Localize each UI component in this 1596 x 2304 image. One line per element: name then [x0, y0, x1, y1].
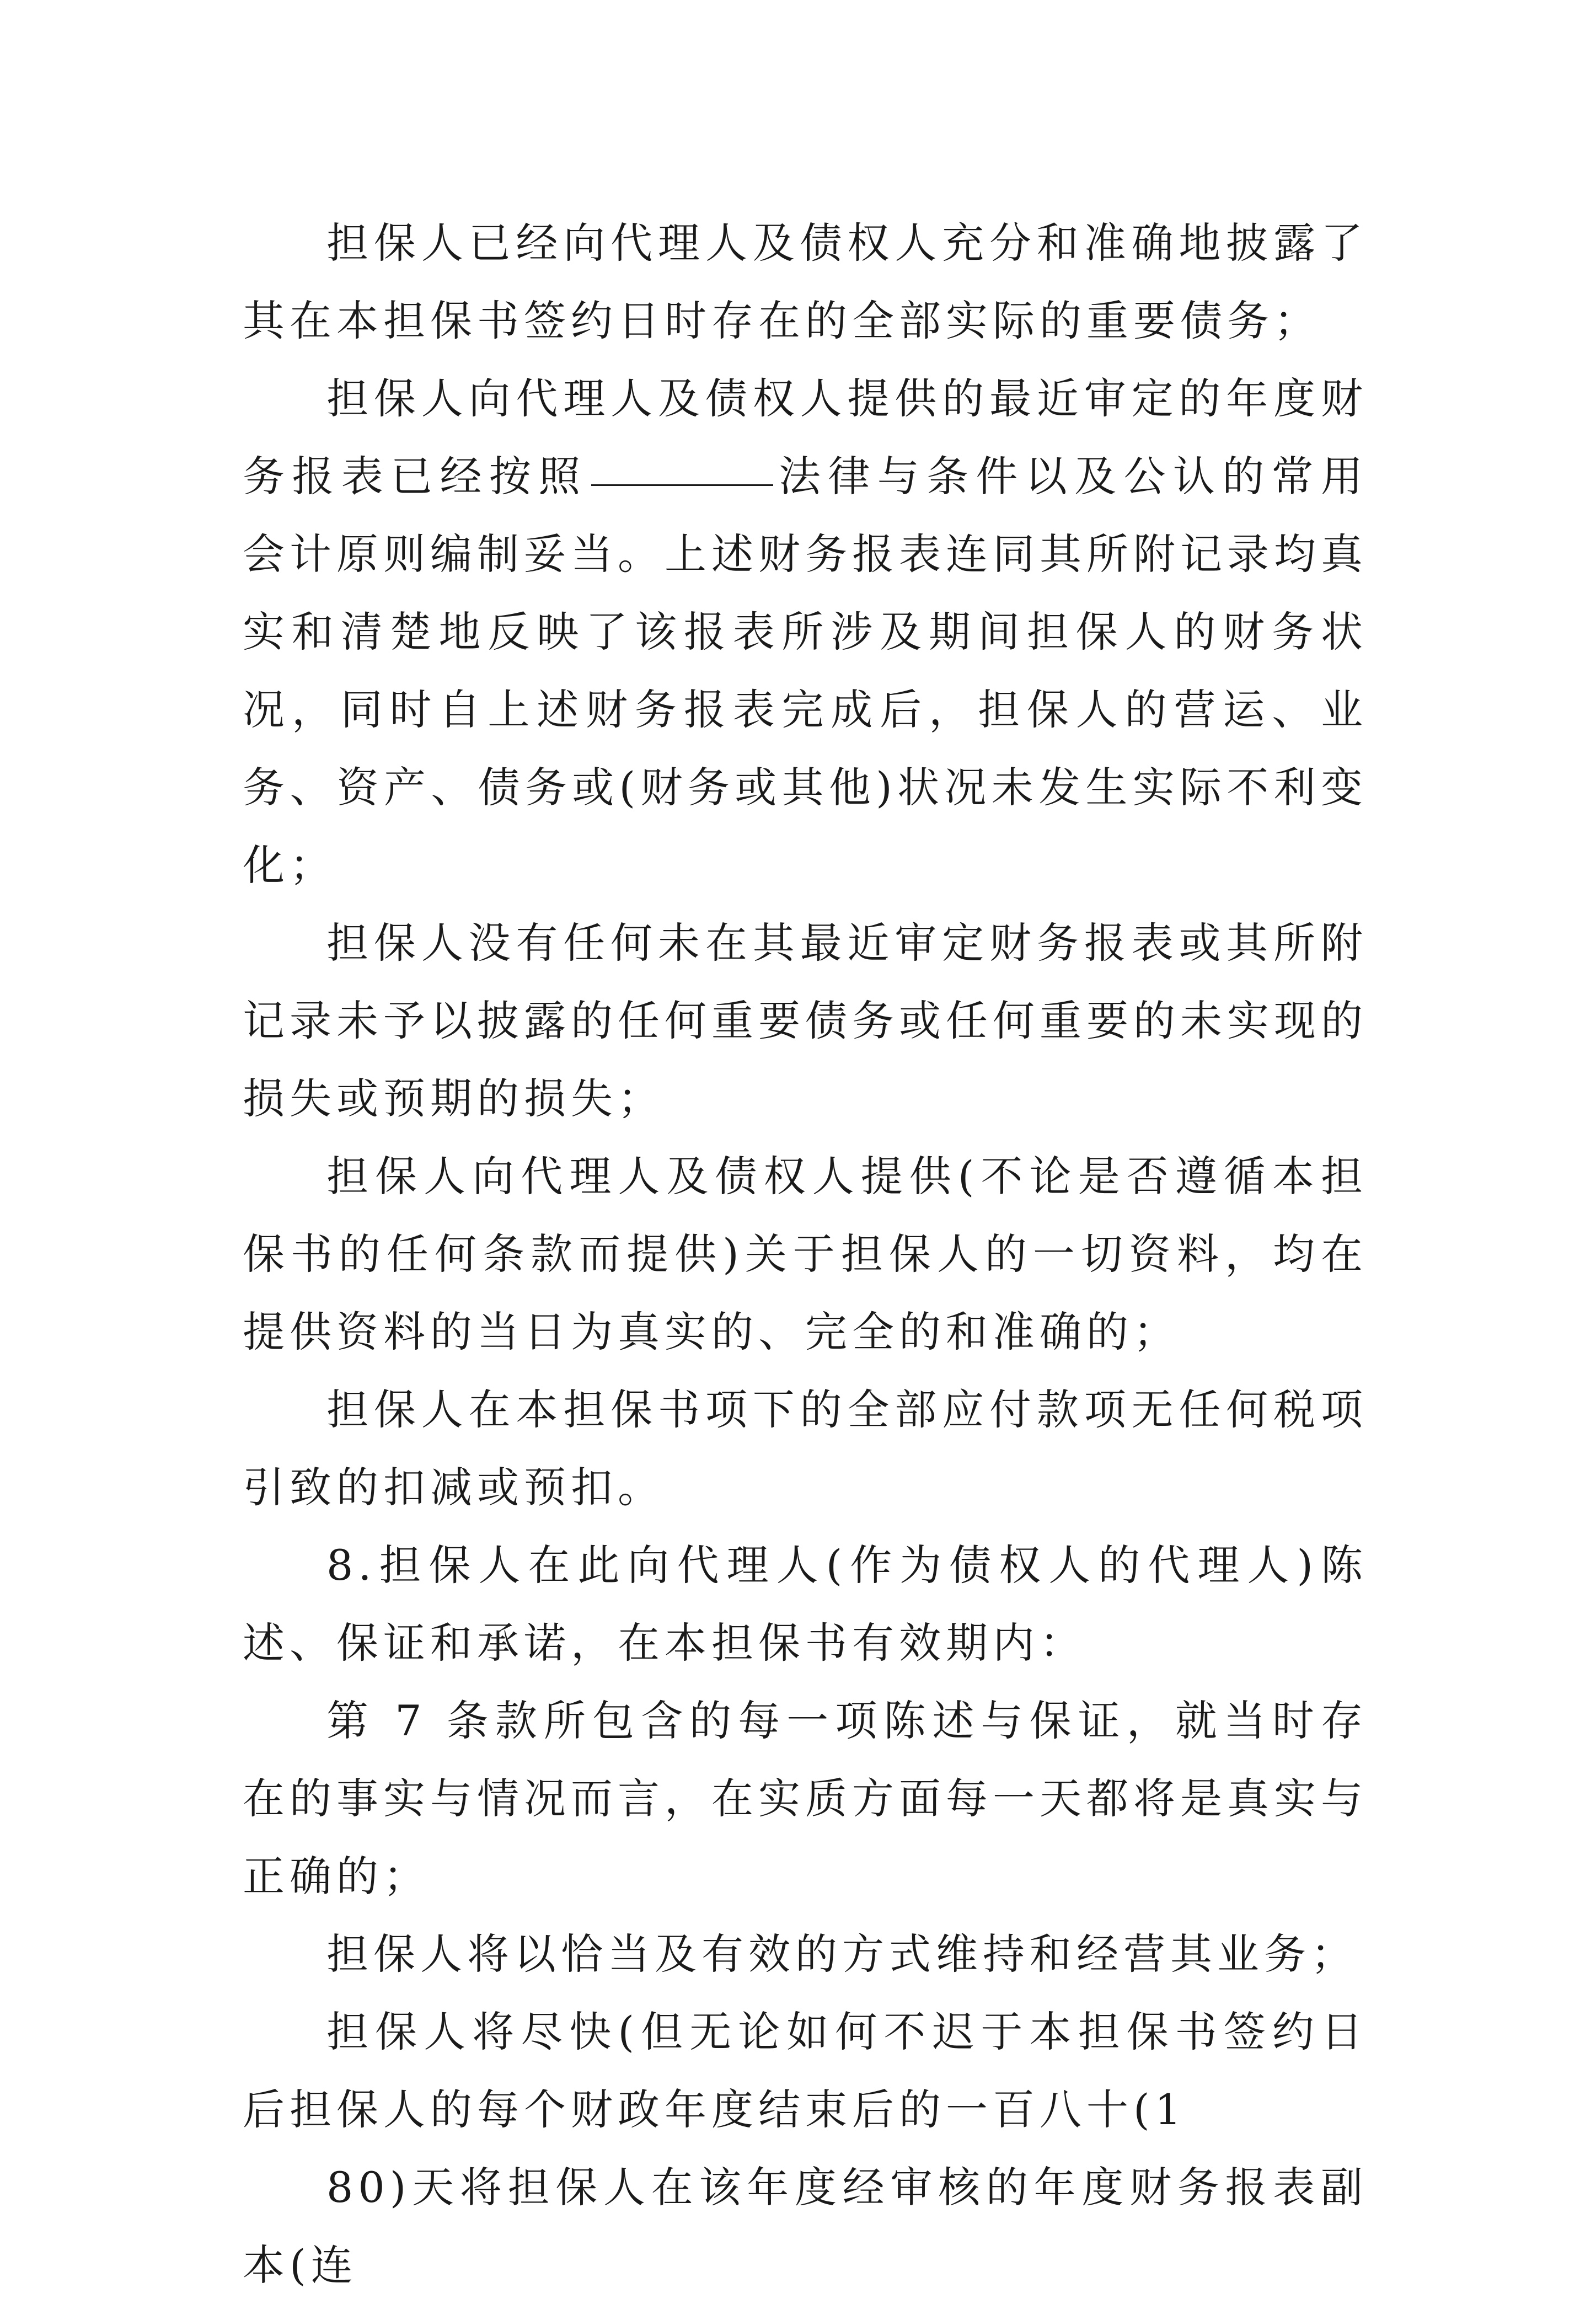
paragraph-text: 担保人向代理人及债权人提供(不论是否遵循本担保书的任何条款而提供)关于担保人的一切资料，均在提供资料的当日为真实的、完全的和准确的； — [243, 1152, 1368, 1356]
paragraph-maintain-business — [243, 1915, 1368, 1993]
paragraph-text: 8.担保人在此向代理人(作为债权人的代理人)陈述、保证和承诺，在本担保书有效期内： — [243, 1541, 1368, 1667]
paragraph-no-tax-deduction — [243, 1371, 1368, 1526]
paragraph-text: 担保人将以恰当及有效的方式维持和经营其业务； — [326, 1929, 1358, 1979]
paragraph-information-accuracy — [243, 1137, 1368, 1371]
paragraph-text: 担保人向代理人及债权人提供的最近审定的年度财务报表已经按照 — [243, 374, 1368, 501]
paragraph-text: 担保人没有任何未在其最近审定财务报表或其所附记录未予以披露的任何重要债务或任何重要的未实现的损失或预期的损失； — [243, 918, 1368, 1123]
paragraph-text: 担保人将尽快(但无论如何不迟于本担保书签约日后担保人的每个财政年度结束后的一百八十(1 — [243, 2007, 1368, 2134]
paragraph-clause-8 — [243, 1526, 1368, 1682]
paragraph-annual-report-copy — [243, 2148, 1368, 2304]
paragraph-disclosure-of-debts — [243, 204, 1368, 360]
paragraph-text: 担保人在本担保书项下的全部应付款项无任何税项引致的扣减或预扣。 — [243, 1385, 1368, 1512]
fill-in-blank — [591, 484, 773, 486]
paragraph-clause-7-reference — [243, 1682, 1368, 1915]
paragraph-text: 法律与条件以及公认的常用会计原则编制妥当。上述财务报表连同其所附记录均真实和清楚地反映了该报表所涉及期间担保人的财务状况，同时自上述财务报表完成后，担保人的营运、业务、资产、债务或(财务或其他)状况未发生实际不利变化； — [243, 452, 1368, 890]
paragraph-financial-statements — [243, 360, 1368, 904]
paragraph-text: 担保人已经向代理人及债权人充分和准确地披露了其在本担保书签约日时存在的全部实际的重要债务； — [243, 218, 1368, 345]
paragraph-text: 80)天将担保人在该年度经审核的年度财务报表副本(连 — [243, 2163, 1368, 2290]
paragraph-annual-report-deadline — [243, 1993, 1368, 2148]
paragraph-no-undisclosed-debts — [243, 904, 1368, 1137]
paragraph-text: 第 7 条款所包含的每一项陈述与保证，就当时存在的事实与情况而言，在实质方面每一天都将是真实与正确的； — [243, 1696, 1368, 1901]
document-body — [243, 204, 1368, 2304]
